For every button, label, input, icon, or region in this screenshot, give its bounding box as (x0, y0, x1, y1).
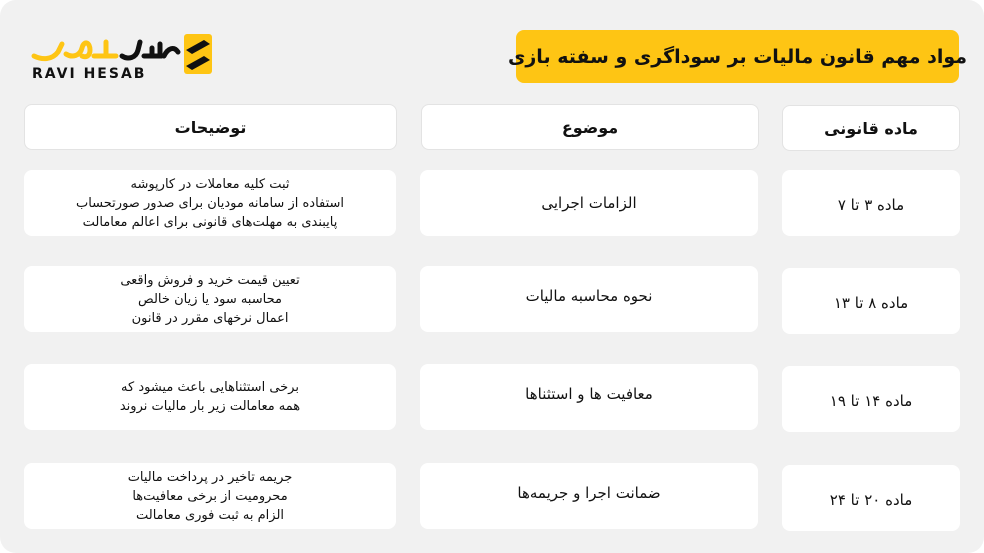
row-article-text: ماده ۱۴ تا ۱۹ (829, 392, 913, 410)
description-line: محرومیت از برخی معافیت‌ها (132, 488, 288, 504)
row-4-article (782, 465, 960, 531)
row-2-article (782, 268, 960, 334)
row-3-subject (420, 364, 758, 430)
description-line: پایبندی به مهلت‌های قانونی برای اعالم معامالت (82, 214, 338, 230)
row-1-description (24, 170, 396, 236)
row-article-text: ماده ۸ تا ۱۳ (833, 294, 909, 312)
row-article-text: ماده ۳ تا ۷ (837, 196, 905, 214)
description-line: ثبت کلیه معاملات در کارپوشه (130, 176, 290, 192)
description-line: تعیین قیمت خرید و فروش واقعی (120, 272, 300, 288)
header-description (24, 104, 397, 150)
description-line: محاسبه سود یا زیان خالص (138, 291, 282, 307)
header-subject (421, 104, 759, 150)
row-4-subject (420, 463, 758, 529)
row-subject-text: الزامات اجرایی (541, 194, 637, 212)
row-subject-text: معافیت ها و استثناها (525, 385, 653, 403)
row-4-description (24, 463, 396, 529)
description-line: استفاده از سامانه مودیان برای صدور صورتحساب (75, 195, 345, 211)
description-line: الزام به ثبت فوری معامالت (135, 507, 285, 523)
brand-name: RAVI HESAB (32, 66, 147, 82)
row-1-article (782, 170, 960, 236)
row-subject-text: ضمانت اجرا و جریمه‌ها (517, 484, 661, 502)
brand-logo (28, 30, 218, 86)
row-2-subject (420, 266, 758, 332)
description-line: همه معامالت زیر بار مالیات نروند (119, 399, 301, 414)
description-line: جریمه تاخیر در پرداخت مالیات (127, 469, 293, 485)
description-line: اعمال نرخهای مقرر در قانون (131, 310, 289, 326)
header-subject-label: موضوع (561, 117, 619, 137)
row-2-description (24, 266, 396, 332)
description-line: برخی استثناهایی باعث میشود که (121, 380, 299, 395)
header-article-label: ماده قانونی (824, 118, 918, 138)
header-article (782, 105, 960, 151)
row-3-description (24, 364, 396, 430)
row-subject-text: نحوه محاسبه مالیات (525, 287, 653, 305)
header-description-label: توضیحات (174, 117, 247, 137)
page-title: مواد مهم قانون مالیات بر سوداگری و سفته بازی (507, 45, 968, 68)
row-3-article (782, 366, 960, 432)
page-title-banner (507, 30, 968, 83)
row-article-text: ماده ۲۰ تا ۲۴ (829, 491, 913, 509)
row-1-subject (420, 170, 758, 236)
